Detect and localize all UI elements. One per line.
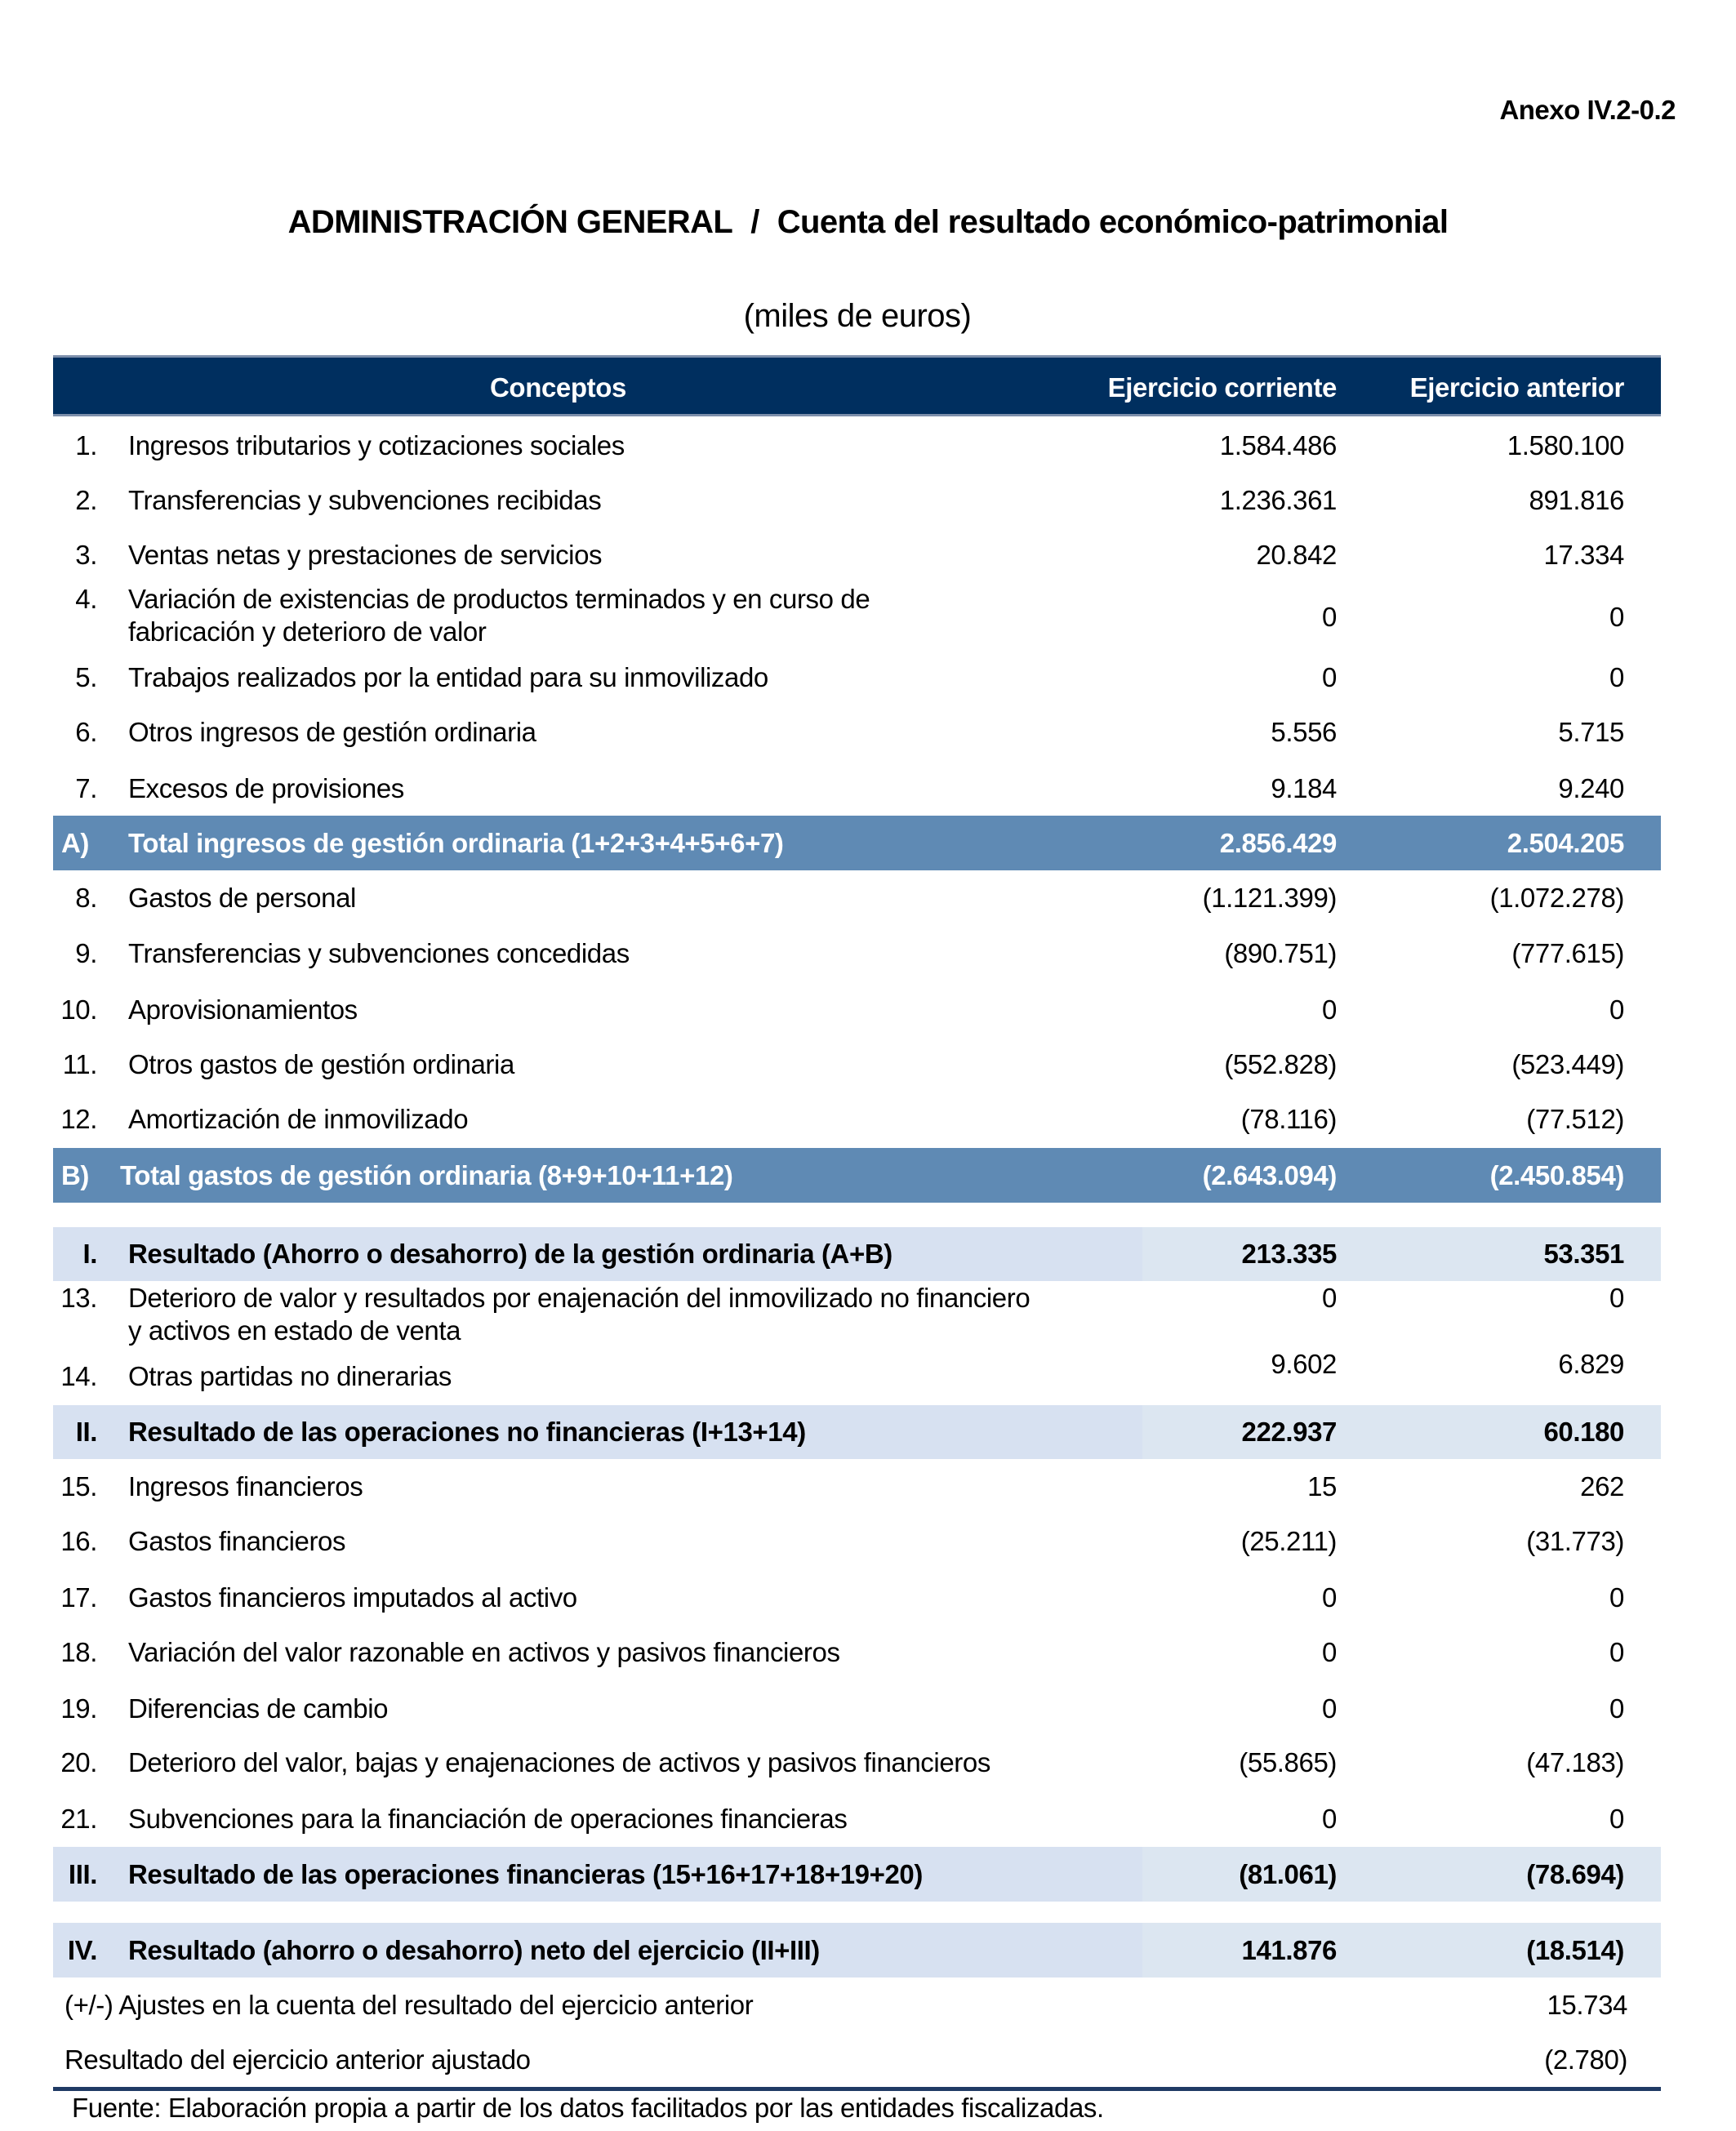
- current-value: (55.865): [1239, 1747, 1337, 1777]
- table-row: [53, 1803, 1661, 1835]
- table-row: [53, 1636, 1661, 1669]
- table-row: [53, 1470, 1661, 1503]
- previous-value: (777.615): [1511, 938, 1624, 968]
- table-header: [53, 355, 1661, 416]
- row-label: Amortización de inmovilizado: [128, 1104, 469, 1134]
- row-number: 2.: [75, 485, 97, 515]
- annex-label: Anexo IV.2-0.2: [1499, 95, 1676, 125]
- previous-value: (77.512): [1526, 1104, 1624, 1134]
- table-row: [53, 661, 1661, 694]
- previous-value: 1.580.100: [1507, 430, 1624, 460]
- row-number: 1.: [75, 430, 97, 460]
- current-value: 15: [1307, 1471, 1337, 1501]
- current-value: 0: [1322, 1693, 1337, 1724]
- current-value: 1.584.486: [1219, 430, 1337, 460]
- row-label: Transferencias y subvenciones recibidas: [128, 485, 602, 515]
- row-label: Total ingresos de gestión ordinaria (1+2+3+4+5+6+7): [128, 828, 784, 858]
- row-label: Ingresos tributarios y cotizaciones sociales: [128, 430, 625, 460]
- current-value: 0: [1322, 1804, 1337, 1834]
- row-label: Trabajos realizados por la entidad para su inmovilizado: [128, 662, 768, 692]
- table-row: [53, 1282, 1661, 1347]
- previous-value: 2.504.205: [1507, 828, 1624, 858]
- units-label: (miles de euros): [743, 298, 972, 334]
- row-number: 21.: [60, 1804, 97, 1834]
- current-value: 9.602: [1271, 1349, 1337, 1379]
- header-concepts: Conceptos: [490, 372, 626, 403]
- total-row-expenses: [53, 1148, 1661, 1203]
- row-label: Resultado de las operaciones no financieras (I+13+14): [128, 1417, 806, 1447]
- row-number: 15.: [60, 1471, 97, 1501]
- income-statement-table: [53, 355, 1661, 2094]
- row-label: Resultado (ahorro o desahorro) neto del ejercicio (II+III): [128, 1935, 820, 1965]
- row-label: Gastos de personal: [128, 883, 356, 913]
- current-value: (2.643.094): [1202, 1160, 1337, 1190]
- header-previous-year: Ejercicio anterior: [1409, 372, 1624, 403]
- table-row: [53, 583, 1661, 648]
- table-row: [53, 1746, 1661, 1779]
- row-label-continuation: fabricación y deterioro de valor: [128, 616, 487, 647]
- row-number: 16.: [60, 1526, 97, 1556]
- previous-value: 0: [1609, 1637, 1624, 1667]
- current-value: 0: [1322, 1582, 1337, 1613]
- row-number: 13.: [60, 1283, 97, 1313]
- current-value: (1.121.399): [1202, 883, 1337, 913]
- table-row: [53, 484, 1661, 517]
- row-label: Subvenciones para la financiación de operaciones financieras: [128, 1804, 848, 1834]
- title-statement: Cuenta del resultado económico-patrimonial: [777, 204, 1449, 240]
- row-label: Otros gastos de gestión ordinaria: [128, 1049, 514, 1079]
- total-row-income: [53, 816, 1661, 870]
- adjustments-row: [53, 1989, 1661, 2022]
- header-current-year: Ejercicio corriente: [1107, 372, 1337, 403]
- row-number: 19.: [60, 1693, 97, 1724]
- current-value: (78.116): [1240, 1104, 1337, 1134]
- current-value: 222.937: [1241, 1417, 1337, 1447]
- row-label: Otros ingresos de gestión ordinaria: [128, 717, 536, 747]
- table-row: [53, 1348, 1661, 1397]
- row-label: (+/-) Ajustes en la cuenta del resultado del ejercicio anterior: [65, 1990, 754, 2020]
- table-row: [53, 1525, 1661, 1558]
- title-entity: ADMINISTRACIÓN GENERAL: [287, 204, 733, 240]
- previous-value: 0: [1609, 1804, 1624, 1834]
- title-separator: /: [750, 204, 759, 240]
- current-value: 9.184: [1271, 773, 1337, 803]
- row-label: Resultado (Ahorro o desahorro) de la gestión ordinaria (A+B): [128, 1239, 892, 1269]
- current-value: 0: [1322, 662, 1337, 692]
- current-value: 5.556: [1271, 717, 1337, 747]
- row-number: 17.: [60, 1582, 97, 1613]
- row-label-continuation: y activos en estado de venta: [128, 1315, 461, 1346]
- table-row: [53, 937, 1661, 970]
- table-bottom-rule: [53, 2087, 1661, 2091]
- table-row: [53, 1103, 1661, 1136]
- previous-value: 60.180: [1543, 1417, 1624, 1447]
- result-row-ordinary: [53, 1227, 1661, 1281]
- previous-value: 0: [1609, 1582, 1624, 1613]
- table-row: [53, 1693, 1661, 1725]
- table-row: [53, 539, 1661, 572]
- current-value: 20.842: [1256, 540, 1337, 570]
- source-note: Fuente: Elaboración propia a partir de los datos facilitados por las entidades fiscalizadas.: [72, 2093, 1104, 2123]
- row-number: 10.: [60, 994, 97, 1025]
- previous-value: (2.450.854): [1489, 1160, 1624, 1190]
- previous-value: (1.072.278): [1489, 883, 1624, 913]
- row-number: 4.: [75, 584, 97, 614]
- previous-value: 891.816: [1529, 485, 1624, 515]
- page-title: [0, 204, 1736, 241]
- row-label: Aprovisionamientos: [128, 994, 358, 1025]
- table-row: [53, 882, 1661, 914]
- row-number: A): [61, 828, 90, 858]
- table-row: [53, 1582, 1661, 1614]
- row-number: IV.: [67, 1935, 97, 1965]
- row-number: 9.: [75, 938, 97, 968]
- row-label: Resultado de las operaciones financieras (15+16+17+18+19+20): [128, 1859, 923, 1889]
- row-label: Resultado del ejercicio anterior ajustado: [65, 2044, 531, 2075]
- previous-value: 0: [1609, 994, 1624, 1025]
- previous-value: 0: [1609, 662, 1624, 692]
- row-label: Deterioro de valor y resultados por enajenación del inmovilizado no financiero: [128, 1283, 1030, 1313]
- previous-value: (78.694): [1526, 1859, 1624, 1889]
- result-row-net: [53, 1923, 1661, 1978]
- previous-value: 17.334: [1543, 540, 1624, 570]
- row-number: 20.: [60, 1747, 97, 1777]
- row-number: III.: [68, 1859, 97, 1889]
- previous-value: (18.514): [1526, 1935, 1624, 1965]
- previous-value: (47.183): [1526, 1747, 1624, 1777]
- row-label: Variación de existencias de productos terminados y en curso de: [128, 584, 870, 614]
- current-value: 213.335: [1241, 1239, 1337, 1269]
- previous-value: 53.351: [1543, 1239, 1624, 1269]
- previous-value: (2.780): [1544, 2044, 1627, 2075]
- row-label: Gastos financieros imputados al activo: [128, 1582, 577, 1613]
- current-value: (25.211): [1240, 1526, 1337, 1556]
- adjusted-result-row: [53, 2044, 1661, 2076]
- previous-value: 0: [1609, 1283, 1624, 1313]
- row-label: Ventas netas y prestaciones de servicios: [128, 540, 603, 570]
- current-value: (552.828): [1224, 1049, 1337, 1079]
- row-number: 7.: [75, 773, 97, 803]
- row-number: II.: [75, 1417, 97, 1447]
- previous-value: 9.240: [1558, 773, 1624, 803]
- current-value: 0: [1322, 1637, 1337, 1667]
- previous-value: 15.734: [1547, 1990, 1627, 2020]
- previous-value: 0: [1609, 1693, 1624, 1724]
- row-label: Otras partidas no dinerarias: [128, 1361, 452, 1391]
- row-number: 6.: [75, 717, 97, 747]
- current-value: (890.751): [1224, 938, 1337, 968]
- row-number: 11.: [62, 1049, 97, 1079]
- previous-value: 0: [1609, 602, 1624, 632]
- table-row: [53, 994, 1661, 1026]
- current-value: (81.061): [1239, 1859, 1337, 1889]
- row-number: I.: [82, 1239, 97, 1269]
- row-label: Variación del valor razonable en activos y pasivos financieros: [128, 1637, 840, 1667]
- previous-value: 262: [1580, 1471, 1624, 1501]
- current-value: 0: [1322, 1283, 1337, 1313]
- row-label: Ingresos financieros: [128, 1471, 363, 1501]
- row-label: Transferencias y subvenciones concedidas: [128, 938, 630, 968]
- current-value: 0: [1322, 602, 1337, 632]
- row-number: 8.: [75, 883, 97, 913]
- previous-value: 6.829: [1558, 1349, 1624, 1379]
- table-row: [53, 772, 1661, 805]
- current-value: 141.876: [1241, 1935, 1337, 1965]
- row-number: 12.: [60, 1104, 97, 1134]
- row-number: 3.: [75, 540, 97, 570]
- current-value: 1.236.361: [1219, 485, 1337, 515]
- row-label: Total gastos de gestión ordinaria (8+9+10+11+12): [120, 1160, 733, 1190]
- result-row-non-financial: [53, 1405, 1661, 1459]
- result-row-financial: [53, 1847, 1661, 1902]
- current-value: 0: [1322, 994, 1337, 1025]
- row-label: Diferencias de cambio: [128, 1693, 389, 1724]
- previous-value: 5.715: [1558, 717, 1624, 747]
- row-label: Deterioro del valor, bajas y enajenaciones de activos y pasivos financieros: [128, 1747, 990, 1777]
- table-row: [53, 429, 1661, 462]
- previous-value: (31.773): [1526, 1526, 1624, 1556]
- row-label: Excesos de provisiones: [128, 773, 404, 803]
- row-label: Gastos financieros: [128, 1526, 346, 1556]
- row-number: 18.: [60, 1637, 97, 1667]
- row-number: 5.: [75, 662, 97, 692]
- current-value: 2.856.429: [1219, 828, 1337, 858]
- table-row: [53, 1048, 1661, 1081]
- previous-value: (523.449): [1511, 1049, 1624, 1079]
- table-row: [53, 716, 1661, 749]
- row-number: B): [61, 1160, 90, 1190]
- row-number: 14.: [60, 1361, 97, 1391]
